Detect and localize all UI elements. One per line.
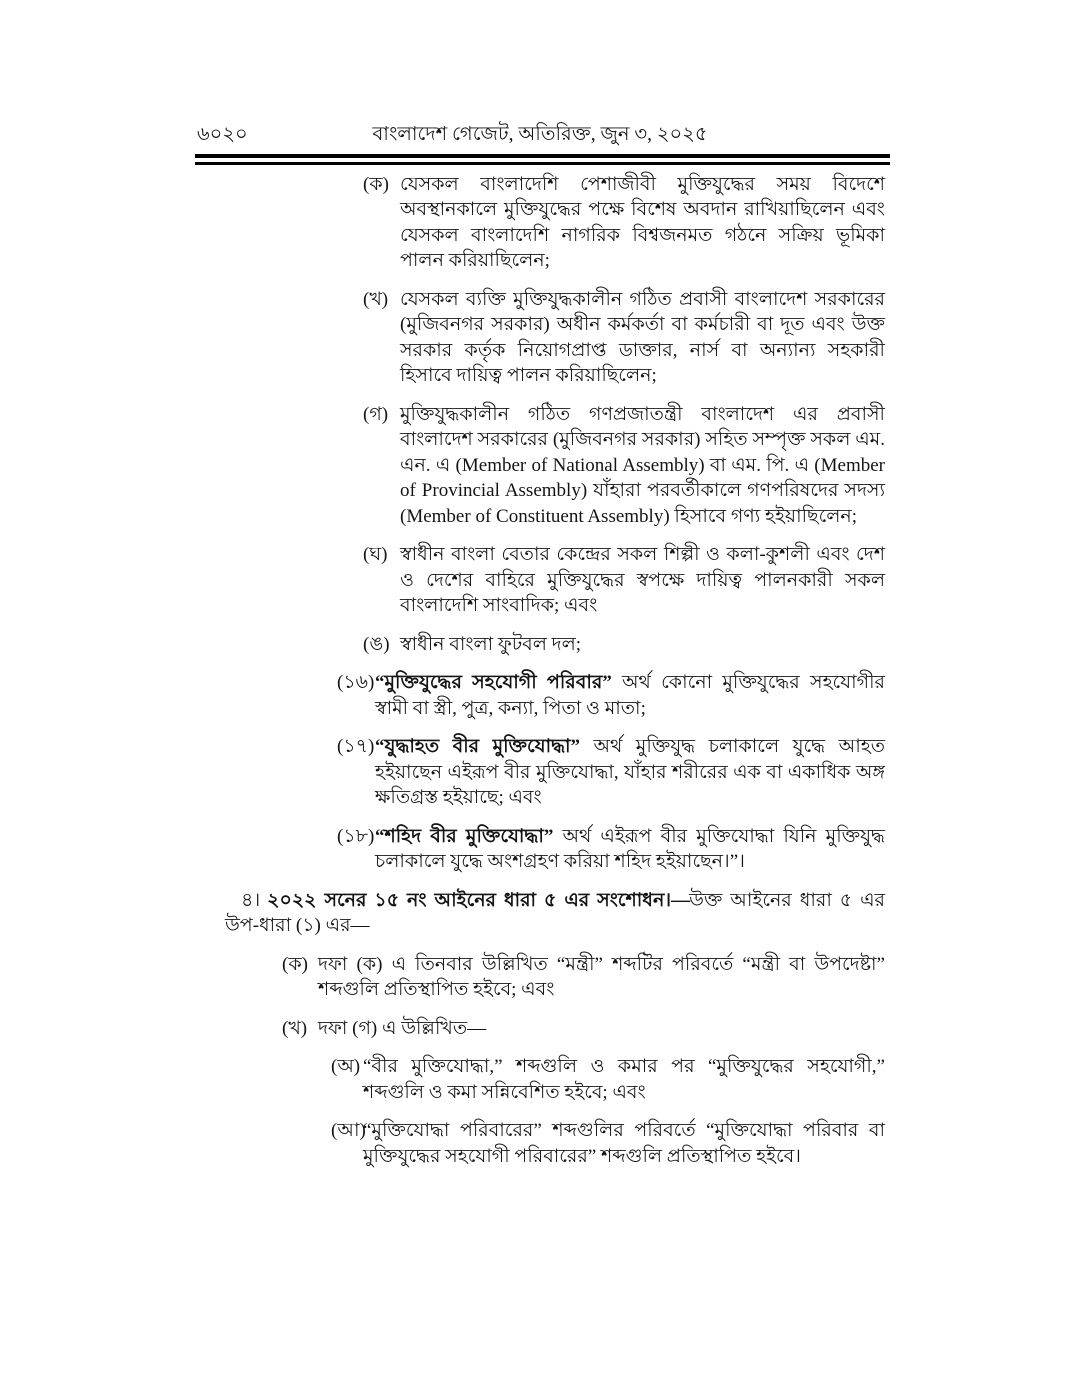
definition-16-rest: অর্থ কোনো মুক্তিযুদ্ধের সহযোগীর স্বামী বা স্ত্রী, পুত্র, কন্যা, পিতা ও মাতা;: [375, 672, 885, 719]
clause-kha: [225, 287, 885, 389]
sub-clause-aa-text: “মুক্তিযোদ্ধা পরিবারের” শব্দগুলির পরিবর্তে “মুক্তিযোদ্ধা পরিবার বা মুক্তিযুদ্ধের সহযোগী পরিবারের” শব্দগুলি প্রতিস্থাপিত হইবে।: [363, 1120, 885, 1167]
definition-16-label: (১৬): [337, 672, 375, 693]
sub-clause-a-label: (অ): [331, 1056, 361, 1077]
definition-18: [225, 824, 885, 875]
document-body: [225, 172, 885, 1170]
clause-ka-text: যেসকল বাংলাদেশি পেশাজীবী মুক্তিযুদ্ধের সময় বিদেশে অবস্থানকালে মুক্তিযুদ্ধের পক্ষে বিশেষ অবদান রাখিয়াছিলেন এবং যেসকল বাংলাদেশি নাগরিক বিশ্বজনমত গঠনে সক্রিয় ভূমিকা পালন করিয়াছিলেন;: [400, 173, 885, 271]
clause-kha-label: (খ): [363, 288, 389, 310]
header-row: [195, 121, 885, 148]
clause-ka-label: (ক): [363, 173, 389, 195]
definition-18-text: [375, 824, 885, 875]
clause-uno: [225, 632, 885, 658]
clause-kha-text: যেসকল ব্যক্তি মুক্তিযুদ্ধকালীন গঠিত প্রবাসী বাংলাদেশ সরকারের (মুজিবনগর সরকার) অধীন কর্মকর্তা বা কর্মচারী বা দূত এবং উক্ত সরকার কর্তৃক নিয়োগপ্রাপ্ত ডাক্তার, নার্স বা অন্যান্য সহকারী হিসাবে দায়িত্ব পালন করিয়াছিলেন;: [400, 288, 885, 386]
definition-17-text: [375, 734, 885, 811]
sub-clause-aa: [225, 1118, 885, 1169]
page-header: [0, 121, 1080, 165]
sub-clause-a-text: “বীর মুক্তিযোদ্ধা,” শব্দগুলি ও কমার পর “মুক্তিযুদ্ধের সহযোগী,” শব্দগুলি ও কমা সন্নিবেশিত হইবে; এবং: [363, 1056, 885, 1103]
section-4-title: ২০২২ সনের ১৫ নং আইনের ধারা ৫ এর সংশোধন।: [267, 889, 672, 911]
clause-uno-text: স্বাধীন বাংলা ফুটবল দল;: [400, 633, 582, 655]
section-4-lead-text: উক্ত আইনের ধারা ৫ এর উপ-ধারা (১) এর—: [225, 889, 885, 936]
sub-clause-aa-label: (আ): [331, 1120, 366, 1141]
amend-clause-kha: [225, 1016, 885, 1042]
amend-clause-ka-label: (ক): [282, 953, 308, 975]
definition-17-label: (১৭): [337, 736, 375, 757]
clause-ka: [225, 172, 885, 274]
definition-16: [225, 670, 885, 721]
rule-top-line: [195, 154, 890, 158]
rule-bottom-line: [195, 162, 890, 165]
section-4-dash: —: [671, 889, 690, 911]
section-4-paragraph: [225, 888, 885, 939]
gazette-header-title: বাংলাদেশ গেজেট, অতিরিক্ত, জুন ৩, ২০২৫: [372, 124, 708, 145]
amend-clause-kha-label: (খ): [282, 1017, 308, 1039]
section-4-number: ৪।: [241, 889, 261, 911]
definition-18-term: “শহিদ বীর মুক্তিযোদ্ধা”: [375, 825, 554, 847]
definition-16-text: [375, 670, 885, 721]
definition-18-rest: অর্থ এইরূপ বীর মুক্তিযোদ্ধা যিনি মুক্তিযুদ্ধ চলাকালে যুদ্ধে অংশগ্রহণ করিয়া শহিদ হইয়াছেন।”।: [375, 825, 885, 872]
clause-uno-label: (ঙ): [363, 633, 390, 655]
clause-gha: [225, 542, 885, 619]
definition-16-term: “মুক্তিযুদ্ধের সহযোগী পরিবার”: [375, 672, 612, 693]
definition-17: [225, 734, 885, 811]
clause-gha-label: (ঘ): [363, 544, 388, 565]
clause-ga: [225, 402, 885, 530]
clause-gha-text: স্বাধীন বাংলা বেতার কেন্দ্রের সকল শিল্পী ও কলা-কুশলী এবং দেশ ও দেশের বাহিরে মুক্তিযুদ্ধের স্বপক্ষে দায়িত্ব পালনকারী সকল বাংলাদেশি সাংবাদিক; এবং: [400, 544, 885, 616]
amend-clause-ka: [225, 952, 885, 1003]
sub-clause-a: [225, 1054, 885, 1105]
header-double-rule: [195, 154, 890, 165]
clause-ga-text: মুক্তিযুদ্ধকালীন গঠিত গণপ্রজাতন্ত্রী বাংলাদেশ এর প্রবাসী বাংলাদেশ সরকারের (মুজিবনগর সরকার) সহিত সম্পৃক্ত সকল এম. এন. এ (Member of National Assembly) বা এম. পি. এ (Member of Provincial Assembly) যাঁহারা পরবর্তীকালে গণপরিষদের সদস্য (Member of Constituent Assembly) হিসাবে গণ্য হইয়াছিলেন;: [400, 403, 885, 527]
amend-clause-ka-text: দফা (ক) এ তিনবার উল্লিখিত “মন্ত্রী” শব্দটির পরিবর্তে “মন্ত্রী বা উপদেষ্টা” শব্দগুলি প্রতিস্থাপিত হইবে; এবং: [318, 953, 885, 1000]
page-number: ৬০২০: [197, 124, 248, 145]
clause-ga-label: (গ): [363, 403, 389, 425]
definition-18-label: (১৮): [337, 825, 375, 847]
amend-clause-kha-text: দফা (গ) এ উল্লিখিত—: [318, 1017, 487, 1039]
definition-17-term: “যুদ্ধাহত বীর মুক্তিযোদ্ধা”: [375, 736, 581, 757]
definition-17-rest: অর্থ মুক্তিযুদ্ধ চলাকালে যুদ্ধে আহত হইয়াছেন এইরূপ বীর মুক্তিযোদ্ধা, যাঁহার শরীরের এক বা একাধিক অঙ্গ ক্ষতিগ্রস্ত হইয়াছে; এবং: [375, 736, 885, 808]
